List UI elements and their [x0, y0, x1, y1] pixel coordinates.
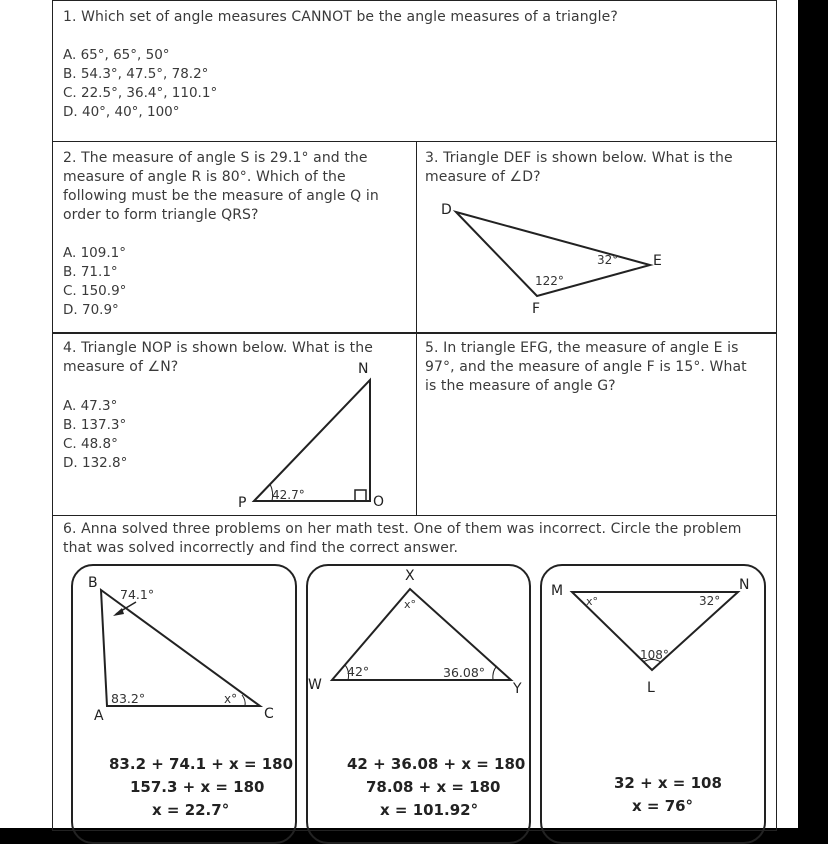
vertex-n-label-card3: N — [739, 577, 750, 593]
vertex-l-label: L — [647, 680, 655, 696]
card-3-work-line-2: x = 76° — [632, 797, 694, 815]
right-border — [798, 0, 828, 828]
q4-option-d: D. 132.8° — [63, 455, 128, 471]
question-4-line-1: 4. Triangle NOP is shown below. What is the — [63, 340, 373, 356]
vertex-o-label: O — [373, 494, 385, 510]
question-4-line-2: measure of ∠N? — [63, 359, 179, 375]
question-2-line-1: 2. The measure of angle S is 29.1° and the — [63, 150, 368, 166]
vertex-b-label: B — [88, 575, 98, 591]
triangle-nop — [254, 380, 370, 501]
question-2-line-4: order to form triangle QRS? — [63, 207, 259, 223]
question-6-line-1: 6. Anna solved three problems on her math test. One of them was incorrect. Circle the problem — [63, 521, 742, 537]
card-2-work-line-3: x = 101.92° — [380, 801, 479, 819]
vertex-m-label: M — [551, 583, 564, 599]
angle-y-label: 36.08° — [443, 665, 486, 680]
q2-option-b: B. 71.1° — [63, 264, 118, 280]
angle-b-arrowhead — [113, 608, 124, 616]
question-6-line-2: that was solved incorrectly and find the correct answer. — [63, 540, 459, 556]
card-2-work-line-2: 78.08 + x = 180 — [366, 778, 501, 796]
triangle-abc — [101, 590, 260, 706]
vertex-y-label: Y — [513, 681, 522, 697]
card-1-work-line-1: 83.2 + 74.1 + x = 180 — [109, 755, 294, 773]
question-3-line-2: measure of ∠D? — [425, 169, 541, 185]
question-1-text: 1. Which set of angle measures CANNOT be the angle measures of a triangle? — [63, 9, 618, 25]
angle-p-label: 42.7° — [272, 488, 305, 502]
q1-option-b: B. 54.3°, 47.5°, 78.2° — [63, 66, 209, 82]
vertex-f-label: F — [532, 301, 541, 317]
angle-m-label: x° — [586, 595, 599, 608]
vertex-e-label: E — [653, 253, 662, 269]
card-2-work-line-1: 42 + 36.08 + x = 180 — [347, 755, 526, 773]
triangle-nop-figure — [238, 361, 384, 511]
card-1-work-line-2: 157.3 + x = 180 — [130, 778, 265, 796]
angle-x-label: x° — [404, 598, 417, 611]
q1-option-d: D. 40°, 40°, 100° — [63, 104, 180, 120]
card-1-work-line-3: x = 22.7° — [152, 801, 230, 819]
question-5-line-2: 97°, and the measure of angle F is 15°. What — [425, 359, 747, 375]
angle-c-arc — [242, 695, 245, 706]
vertex-x-label: X — [405, 568, 415, 584]
question-5-line-3: is the measure of angle G? — [425, 378, 616, 394]
q2-option-d: D. 70.9° — [63, 302, 119, 318]
vertex-w-label: W — [308, 677, 322, 693]
vertex-n-label: N — [358, 361, 369, 377]
angle-b-label: 74.1° — [120, 587, 155, 602]
q1-option-c: C. 22.5°, 36.4°, 110.1° — [63, 85, 218, 101]
q2-option-c: C. 150.9° — [63, 283, 127, 299]
q4-option-c: C. 48.8° — [63, 436, 118, 452]
angle-a-label: 83.2° — [111, 691, 146, 706]
q2-option-a: A. 109.1° — [63, 245, 126, 261]
triangle-abc-figure — [88, 575, 274, 724]
q1-option-a: A. 65°, 65°, 50° — [63, 47, 170, 63]
angle-l-label: 108° — [640, 648, 669, 662]
q4-option-a: A. 47.3° — [63, 398, 118, 414]
vertex-a-label: A — [94, 708, 104, 724]
vertex-c-label: C — [264, 706, 274, 722]
triangle-def-figure — [441, 202, 662, 317]
vertex-d-label: D — [441, 202, 452, 218]
card-3-work-line-1: 32 + x = 108 — [614, 774, 722, 792]
vertex-p-label: P — [238, 495, 247, 511]
question-2-line-2: measure of angle R is 80°. Which of the — [63, 169, 346, 185]
angle-n-label: 32° — [699, 594, 721, 608]
question-5-line-1: 5. In triangle EFG, the measure of angle E is — [425, 340, 739, 356]
triangle-wxy-figure — [308, 568, 522, 697]
triangle-mnl-figure — [551, 577, 749, 696]
question-2-line-3: following must be the measure of angle Q in — [63, 188, 379, 204]
angle-e-label: 32° — [597, 253, 619, 267]
q4-option-b: B. 137.3° — [63, 417, 127, 433]
question-3-line-1: 3. Triangle DEF is shown below. What is the — [425, 150, 733, 166]
right-angle-marker — [355, 490, 366, 501]
angle-c-label: x° — [224, 692, 238, 706]
angle-f-label: 122° — [535, 274, 564, 288]
angle-w-label: 42° — [347, 664, 370, 679]
